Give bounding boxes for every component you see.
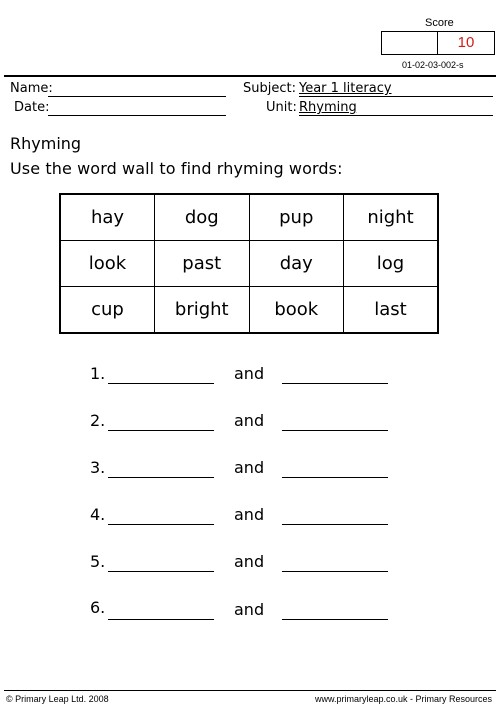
unit-value: Rhyming (299, 100, 357, 115)
answer-connector: and (234, 505, 265, 524)
footer-divider (4, 690, 496, 691)
answer-blank-first[interactable] (108, 524, 214, 525)
word-cell: dog (155, 194, 250, 241)
answer-connector: and (234, 458, 265, 477)
word-cell: log (344, 241, 439, 287)
word-cell: hay (60, 194, 155, 241)
footer-website: www.primaryleap.co.uk - Primary Resources (314, 694, 492, 704)
answer-row-1 (90, 364, 410, 388)
unit-label: Unit: (266, 100, 297, 115)
subject-value: Year 1 literacy (299, 81, 392, 96)
answer-number: 3. (90, 458, 106, 477)
subject-line (299, 96, 493, 97)
word-cell: day (249, 241, 344, 287)
name-label: Name: (10, 81, 53, 96)
word-cell: night (344, 194, 439, 241)
word-cell: past (155, 241, 250, 287)
answer-blank-first[interactable] (108, 430, 214, 431)
word-cell: pup (249, 194, 344, 241)
answer-number: 4. (90, 505, 106, 524)
date-field[interactable] (48, 115, 226, 116)
page-title: Rhyming (10, 134, 82, 153)
answer-row-3 (90, 458, 410, 482)
answer-blank-second[interactable] (282, 383, 388, 384)
answer-number: 1. (90, 364, 106, 383)
answer-number: 6. (90, 598, 106, 617)
score-box (381, 31, 495, 55)
word-cell: look (60, 241, 155, 287)
answer-connector: and (234, 600, 265, 619)
answer-blank-second[interactable] (282, 477, 388, 478)
word-wall-row (60, 241, 438, 287)
word-wall-row (60, 194, 438, 241)
answer-row-2 (90, 411, 410, 435)
word-wall-row (60, 287, 438, 334)
answer-blank-second[interactable] (282, 619, 388, 620)
answer-connector: and (234, 552, 265, 571)
answer-blank-second[interactable] (282, 571, 388, 572)
footer-copyright: © Primary Leap Ltd. 2008 (6, 694, 109, 704)
answer-blank-first[interactable] (108, 571, 214, 572)
answer-number: 2. (90, 411, 106, 430)
name-field[interactable] (48, 96, 226, 97)
word-cell: book (249, 287, 344, 334)
answer-blank-first[interactable] (108, 619, 214, 620)
word-cell: bright (155, 287, 250, 334)
unit-line (299, 115, 493, 116)
answer-row-4 (90, 505, 410, 529)
answer-connector: and (234, 364, 265, 383)
score-label: Score (425, 17, 454, 29)
subject-label: Subject: (243, 81, 296, 96)
instruction-text: Use the word wall to find rhyming words: (10, 159, 343, 178)
word-cell: last (344, 287, 439, 334)
answer-blank-second[interactable] (282, 430, 388, 431)
word-wall-table (59, 193, 439, 334)
header-divider (4, 75, 496, 77)
answer-row-5 (90, 552, 410, 576)
word-cell: cup (60, 287, 155, 334)
answer-row-6 (90, 600, 410, 624)
answer-blank-first[interactable] (108, 477, 214, 478)
date-label: Date: (14, 100, 50, 115)
score-value: 10 (457, 34, 475, 51)
answer-number: 5. (90, 552, 106, 571)
answer-blank-second[interactable] (282, 524, 388, 525)
worksheet-code: 01-02-03-002-s (402, 60, 464, 70)
answer-connector: and (234, 411, 265, 430)
answer-blank-first[interactable] (108, 383, 214, 384)
